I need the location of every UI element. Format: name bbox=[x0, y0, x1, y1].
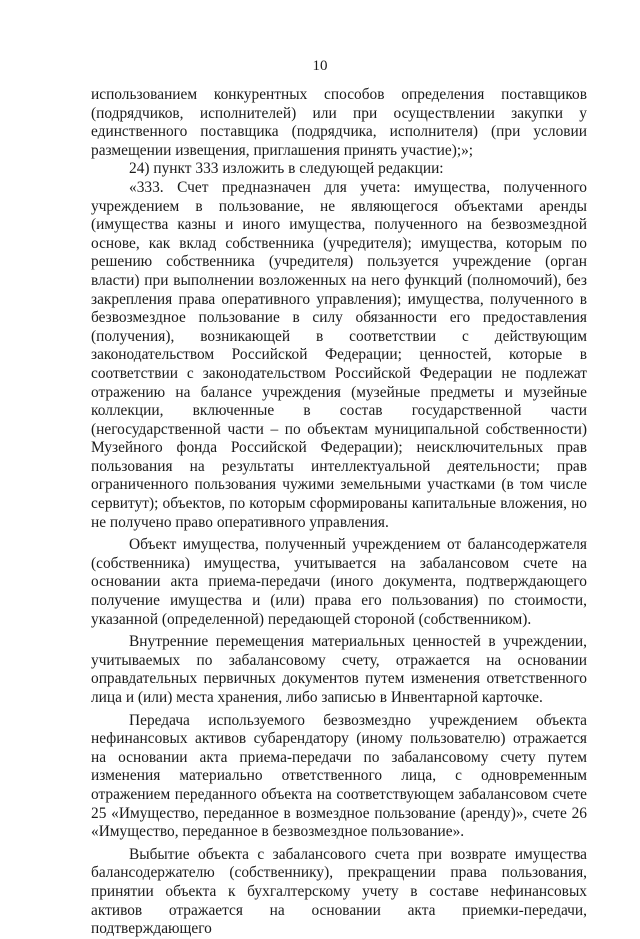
paragraph-continuation: использованием конкурентных способов определения поставщиков (подрядчиков, исполнителей) или при осуществлении закупки у единственного поставщика (подрядчика, исполнителя) (при условии размещении извещения, приглашения принять участие);»; bbox=[91, 86, 587, 159]
page-number: 10 bbox=[312, 58, 328, 74]
paragraph-internal-movements: Внутренние перемещения материальных ценностей в учреждении, учитываемых по забалансовому счету, отражается на основании оправдательных первичных документов путем изменения ответственного лица и (или) места хранения, либо записью в Инвентарной карточке. bbox=[91, 633, 587, 706]
paragraph-disposal: Выбытие объекта с забалансового счета при возврате имущества балансодержателю (собственнику), прекращении права пользования, принятии объекта к бухгалтерскому учету в составе нефинансовых активов отражается на основании акта приемки-передачи, подтверждающего bbox=[91, 845, 587, 938]
paragraph-account-333: «333. Счет предназначен для учета: имущества, полученного учреждением в пользование, не являющегося объектами аренды (имущества казны и иного имущества, полученного на безвозмездной основе, как вклад собственника (учредителя); имущества, которым по решению собственника (учредителя) пользуется учреждение (орган власти) при выполнении возложенных на него функций (полномочий), без закрепления права оперативного управления); имущества, полученного в безвозмездное пользование в силу обязанности его предоставления (получения), возникающей в соответствии с действующим законодательством Российской Федерации; ценностей, которые в соответствии с законодательством Российской Федерации не подлежат отражению на балансе учреждения (музейные предметы и музейные коллекции, включенные в состав государственной части (негосударственной части – по объектам муниципальной собственности) Музейного фонда Российской Федерации); неисключительных прав пользования на результаты интеллектуальной деятельности; прав ограниченного пользования чужими земельными участками (в том числе сервитут); объектов, по которым сформированы капитальные вложения, но не получено право оперативного управления. bbox=[91, 178, 587, 531]
paragraph-item-24: 24) пункт 333 изложить в следующей редакции: bbox=[129, 160, 444, 178]
paragraph-transfer-subtenant: Передача используемого безвозмездно учреждением объекта нефинансовых активов субарендатору (иному пользователю) отражается на основании акта приема-передачи по забалансовому счету путем изменения материально ответственного лица, с одновременным отражением переданного объекта на соответствующем забалансовом счете 25 «Имущество, переданное в возмездное пользование (аренду)», счете 26 «Имущество, переданное в безвозмездное пользование». bbox=[91, 711, 587, 841]
paragraph-object-received: Объект имущества, полученный учреждением от балансодержателя (собственника) имущества, учитывается на забалансовом счете на основании акта приема-передачи (иного документа, подтверждающего получение имущества и (или) права его пользования) по стоимости, указанной (определенной) передающей стороной (собственником). bbox=[91, 536, 587, 628]
document-body bbox=[91, 86, 587, 939]
